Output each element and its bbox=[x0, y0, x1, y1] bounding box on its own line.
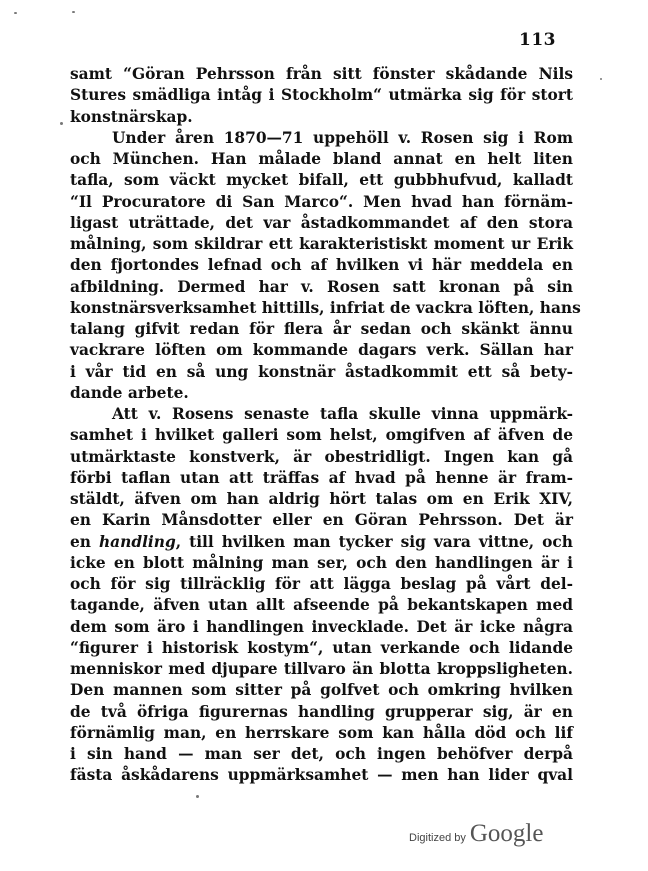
text-line: i vår tid en så ung konstnär åstadkommit ett så bety- bbox=[70, 362, 573, 381]
text-line: afbildning. Dermed har v. Rosen satt kronan på sin bbox=[70, 277, 573, 296]
text-line: talang gifvit redan för flera år sedan och skänkt ännu bbox=[70, 320, 573, 338]
scan-speck bbox=[14, 12, 17, 14]
text-fragment: en bbox=[70, 532, 99, 551]
text-line: i sin hand — man ser det, och ingen behöfver derpå bbox=[70, 745, 573, 763]
page-number: 113 bbox=[519, 30, 556, 50]
digitized-label: Digitized by bbox=[409, 832, 466, 844]
google-logo: Google bbox=[469, 820, 544, 847]
text-line: och München. Han målade bland annat en helt liten bbox=[70, 150, 573, 168]
text-line: tagande, äfven utan allt afseende på bekantskapen med bbox=[70, 596, 573, 615]
text-line: Den mannen som sitter på golfvet och omkring hvilken bbox=[70, 681, 573, 700]
text-line: dande arbete. bbox=[70, 383, 189, 402]
text-line: konstnärskap. bbox=[70, 107, 193, 126]
text-line: samhet i hvilket galleri som helst, omgifven af äfven de bbox=[70, 426, 573, 445]
text-line: målning, som skildrar ett karakteristiskt moment ur Erik bbox=[70, 235, 573, 253]
text-line: fästa åskådarens uppmärksamhet — men han lider qval bbox=[70, 766, 573, 785]
text-line: samt “Göran Pehrsson från sitt fönster skådande Nils bbox=[70, 65, 573, 83]
digitized-by-watermark bbox=[409, 820, 543, 848]
emphasized-word: handling bbox=[98, 532, 176, 551]
scan-speck bbox=[600, 78, 602, 80]
scan-speck bbox=[72, 11, 75, 13]
text-line: menniskor med djupare tillvaro än blotta kroppsligheten. bbox=[70, 660, 573, 678]
text-line: “figurer i historisk kostym“, utan verkande och lidande bbox=[70, 638, 573, 657]
text-line: “Il Procuratore di San Marco“. Men hvad han förnäm- bbox=[70, 192, 573, 211]
text-line: Under åren 1870—71 uppehöll v. Rosen sig i Rom bbox=[112, 128, 573, 147]
scan-speck bbox=[196, 795, 199, 798]
text-line: stäldt, äfven om han aldrig hört talas om en Erik XIV, bbox=[70, 490, 573, 508]
text-line: utmärktaste konstverk, är obestridligt. Ingen kan gå bbox=[70, 447, 573, 466]
text-line: icke en blott målning man ser, och den handlingen är i bbox=[70, 553, 573, 572]
text-line: förnämlig man, en herrskare som kan hålla död och lif bbox=[70, 723, 573, 742]
body-text bbox=[70, 64, 581, 787]
text-line: ligast uträttade, det var åstadkommandet af den stora bbox=[70, 213, 573, 232]
text-line: en Karin Månsdotter eller en Göran Pehrsson. Det är bbox=[70, 511, 573, 530]
text-line: de två öfriga figurernas handling grupperar sig, är en bbox=[70, 702, 573, 721]
text-line bbox=[70, 532, 573, 553]
text-line: förbi taflan utan att träffas af hvad på henne är fram- bbox=[70, 468, 573, 487]
scan-speck bbox=[60, 122, 63, 125]
text-line: Att v. Rosens senaste tafla skulle vinna uppmärk- bbox=[112, 405, 573, 423]
text-line: konstnärsverksamhet hittills, infriat de vackra löften, hans bbox=[70, 298, 581, 317]
text-line: tafla, som väckt mycket bifall, ett gubbhufvud, kalladt bbox=[70, 171, 573, 190]
text-line: Stures smädliga intåg i Stockholm“ utmärka sig för stort bbox=[70, 86, 573, 105]
text-line: och för sig tillräcklig för att lägga beslag på vårt del- bbox=[70, 575, 573, 593]
text-line: dem som äro i handlingen invecklade. Det är icke några bbox=[70, 617, 573, 636]
text-line: vackrare löften om kommande dagars verk. Sällan har bbox=[70, 341, 573, 360]
text-line: den fjortondes lefnad och af hvilken vi här meddela en bbox=[70, 256, 573, 275]
text-fragment: , till hvilken man tycker sig vara vittne, och bbox=[175, 532, 573, 551]
